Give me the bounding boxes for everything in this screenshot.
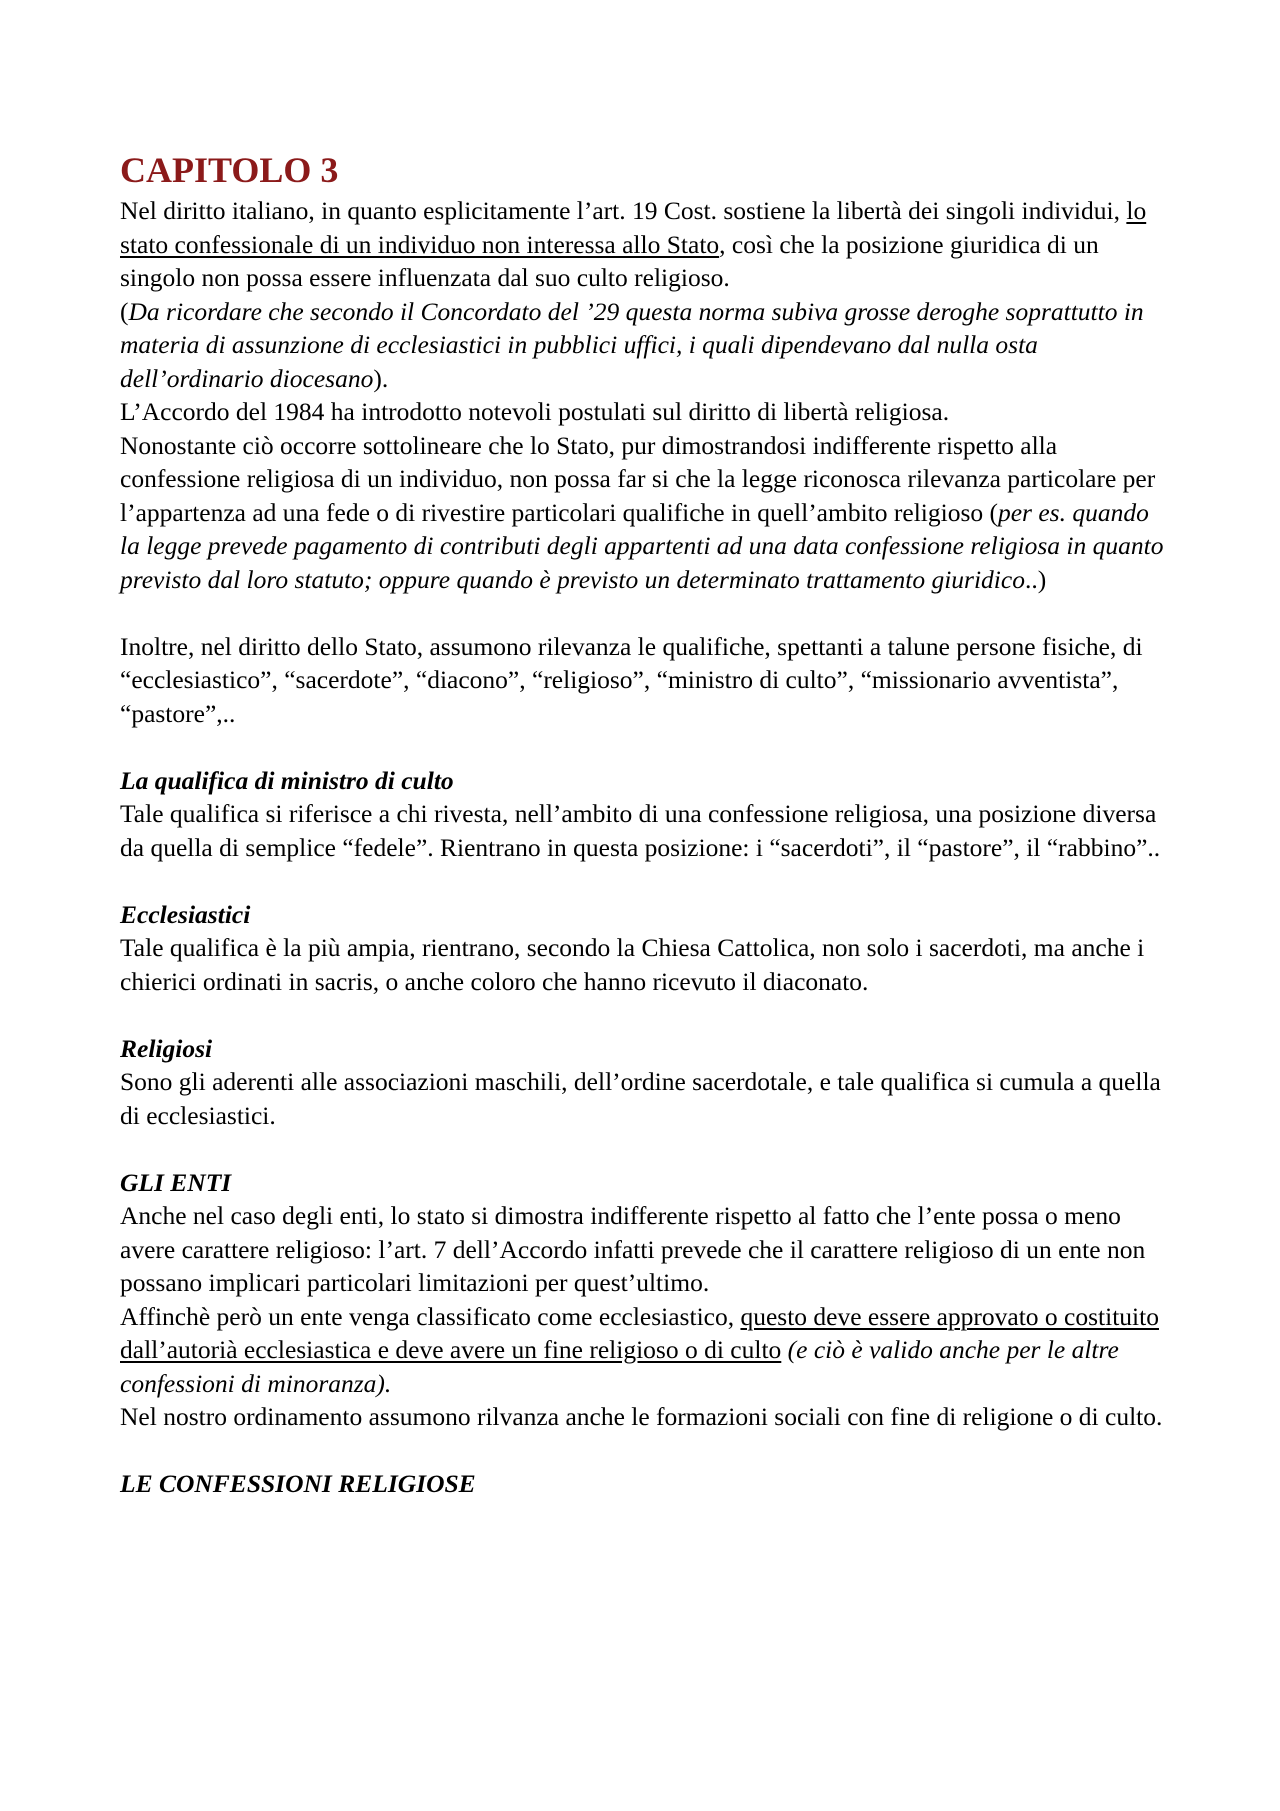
enti-paragraph-3: Nel nostro ordinamento assumono rilvanza anche le formazioni sociali con fine di religione o di culto. xyxy=(120,1402,1163,1431)
heading-ecclesiastici: Ecclesiastici xyxy=(120,899,251,929)
intro-p1-underlined: lo stato confessionale di un individuo non interessa allo Stato xyxy=(120,196,1147,259)
heading-ministro-di-culto: La qualifica di ministro di culto xyxy=(120,765,454,795)
intro-p4-italic: per es. quando la legge prevede pagamento di contributi degli appartenti ad una data confessione religiosa in quanto previsto dal loro statuto; oppure quando è previsto un determinato trattamento giuridico xyxy=(120,497,1164,594)
intro-p2-open: ( xyxy=(120,296,129,326)
intro-p1-text-b: , così che la posizione giuridica di un singolo non possa essere influenzata dal suo culto religioso. xyxy=(120,229,1099,292)
heading-religiosi: Religiosi xyxy=(120,1033,213,1063)
heading-confessioni-religiose: LE CONFESSIONI RELIGIOSE xyxy=(120,1469,476,1498)
paragraph-gap xyxy=(120,730,1170,764)
paragraph-gap xyxy=(120,1132,1170,1166)
intro-p4-text-b: ..) xyxy=(1024,564,1047,594)
paragraph-gap xyxy=(120,998,1170,1032)
heading-gli-enti: GLI ENTI xyxy=(120,1167,232,1197)
intro-p2-italic: Da ricordare che secondo il Concordato del ’29 questa norma subiva grosse deroghe soprattutto in materia di assunzione di ecclesiastici in pubblici uffici, i quali dipendevano dal nulla osta dell’ordinario diocesano xyxy=(120,296,1144,393)
paragraph-gap xyxy=(120,864,1170,898)
intro-paragraph-4 xyxy=(120,429,1170,597)
enti-p2-italic: (e ciò è valido anche per le altre confessioni di minoranza). xyxy=(120,1335,1119,1398)
paragraph-gap xyxy=(120,1434,1170,1468)
intro-paragraph-1 xyxy=(120,194,1170,295)
enti-paragraph-1: Anche nel caso degli enti, lo stato si dimostra indifferente rispetto al fatto che l’ente possa o meno avere carattere religioso: l’art. 7 dell’Accordo infatti prevede che il carattere religioso di un ente non possano implicari particolari limitazioni per quest’ultimo. xyxy=(120,1201,1146,1297)
enti-p2-text-a: Affinchè però un ente venga classificato come ecclesiastico, xyxy=(120,1301,741,1331)
intro-paragraph-3: L’Accordo del 1984 ha introdotto notevoli postulati sul diritto di libertà religiosa. xyxy=(120,397,950,426)
ministro-di-culto-text: Tale qualifica si riferisce a chi rivesta, nell’ambito di una confessione religiosa, una posizione diversa da quella di semplice “fedele”. Rientrano in questa posizione: i “sacerdoti”, il “pastore”, il “rabbino”.. xyxy=(120,799,1161,862)
intro-p2-close: ). xyxy=(373,363,389,393)
ecclesiastici-text: Tale qualifica è la più ampia, rientrano, secondo la Chiesa Cattolica, non solo i sacerdoti, ma anche i chierici ordinati in sacris, o anche coloro che hanno ricevuto il diaconato. xyxy=(120,933,1145,996)
document-page xyxy=(120,150,1170,1501)
intro-paragraph-2 xyxy=(120,295,1170,396)
enti-paragraph-2 xyxy=(120,1300,1170,1401)
chapter-title: CAPITOLO 3 xyxy=(120,150,339,190)
intro-paragraph-5: Inoltre, nel diritto dello Stato, assumono rilevanza le qualifiche, spettanti a talune persone fisiche, di “ecclesiastico”, “sacerdote”, “diacono”, “religioso”, “ministro di culto”, “missionario avventista”, “pastore”,.. xyxy=(120,631,1143,728)
religiosi-text: Sono gli aderenti alle associazioni maschili, dell’ordine sacerdotale, e tale qualifica si cumula a quella di ecclesiastici. xyxy=(120,1067,1161,1130)
paragraph-gap xyxy=(120,596,1170,630)
intro-p1-text-a: Nel diritto italiano, in quanto esplicitamente l’art. 19 Cost. sostiene la libertà dei singoli individui, xyxy=(120,196,1127,225)
enti-p2-underlined: questo deve essere approvato o costituito dall’autorià ecclesiastica e deve avere un fine religioso o di culto xyxy=(120,1301,1159,1364)
intro-p4-text-a: Nonostante ciò occorre sottolineare che lo Stato, pur dimostrandosi indifferente rispetto alla confessione religiosa di un individuo, non possa far si che la legge riconosca rilevanza particolare per l’appartenza ad una fede o di rivestire particolari qualifiche in quell’ambito religioso ( xyxy=(120,430,1156,527)
